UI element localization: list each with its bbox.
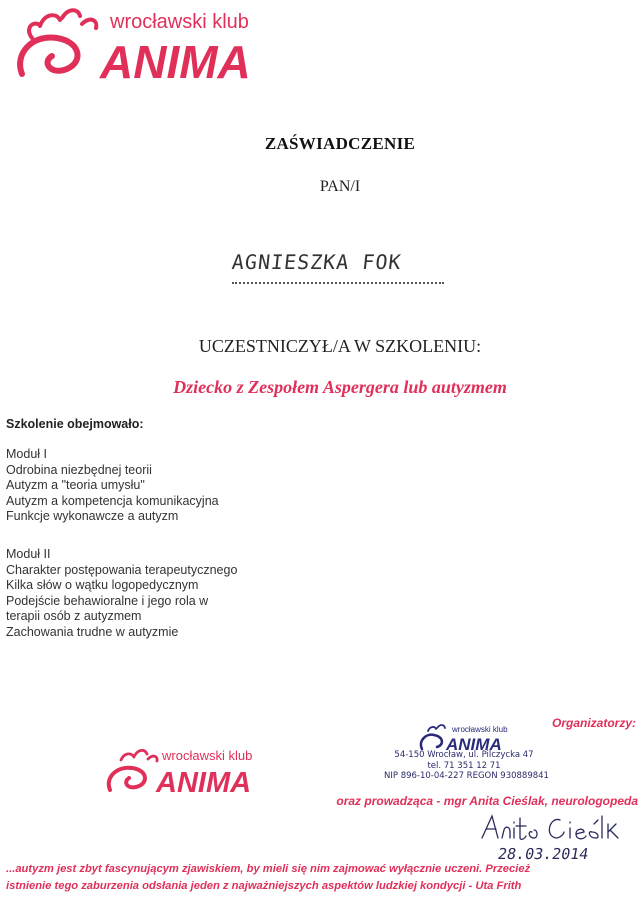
course-title: Dziecko z Zespołem Aspergera lub autyzmem bbox=[173, 377, 507, 397]
module-item: Autyzm a kompetencja komunikacyjna bbox=[6, 493, 219, 508]
participation-statement: UCZESTNICZYŁ/A W SZKOLENIU: bbox=[198, 336, 482, 356]
quote-line-2: istnienie tego zaburzenia odsłania jeden z najważniejszych aspektów ludzkiej kondycji - Uta Frith bbox=[6, 880, 522, 892]
module-item: Odrobina niezbędnej teorii bbox=[6, 462, 152, 477]
swirl-icon bbox=[109, 750, 157, 790]
stamp-address: 54-150 Wrocław, ul. Pilczycka 47 bbox=[394, 750, 534, 760]
logo-club-text: wrocławski klub bbox=[110, 11, 249, 33]
module-item: Zachowania trudne w autyzmie bbox=[6, 624, 179, 639]
module-item: Kilka słów o wątku logopedycznym bbox=[6, 578, 199, 593]
lead-trainer-text: oraz prowadząca - mgr Anita Cieślak, neurologopeda bbox=[336, 794, 638, 808]
anima-logo-bottom bbox=[104, 746, 254, 798]
module-item: Podejście behawioralne i jego rola w bbox=[6, 593, 209, 608]
module-2 bbox=[6, 547, 237, 641]
quote-line-1: ...autyzm jest zbyt fascynującym zjawiskiem, by mieli się nim zajmować wyłącznie uczeni. Przecież bbox=[6, 863, 531, 875]
module-title: Moduł II bbox=[6, 547, 51, 561]
participant-name-field bbox=[232, 250, 452, 290]
participant-name: AGNIESZKA FOK bbox=[230, 250, 403, 274]
anima-stamp-logo bbox=[418, 723, 508, 753]
certificate-title: ZAŚWIADCZENIE bbox=[264, 134, 416, 153]
program-heading: Szkolenie obejmowało: bbox=[6, 417, 144, 431]
organizers-label: Organizatorzy: bbox=[551, 716, 636, 730]
module-item: Autyzm a "teoria umysłu" bbox=[6, 478, 145, 493]
swirl-icon bbox=[421, 725, 445, 749]
logo-brand-text: ANIMA bbox=[100, 36, 251, 88]
logo-club-text: wrocławski klub bbox=[162, 748, 253, 763]
module-1 bbox=[6, 447, 219, 525]
addressee-label: PAN/I bbox=[319, 178, 361, 195]
logo-brand-text: ANIMA bbox=[156, 767, 252, 798]
uta-frith-quote bbox=[6, 861, 642, 895]
stamp-address-block bbox=[384, 750, 549, 782]
swirl-icon bbox=[20, 10, 96, 74]
module-title: Moduł I bbox=[6, 447, 47, 461]
module-item: Funkcje wykonawcze a autyzm bbox=[6, 509, 179, 524]
name-underline bbox=[232, 282, 444, 284]
stamp-club-text: wrocławski klub bbox=[452, 725, 508, 734]
anima-logo-top bbox=[12, 4, 252, 88]
stamp-phone: tel. 71 351 12 71 bbox=[427, 760, 501, 771]
module-item: Charakter postępowania terapeutycznego bbox=[6, 562, 238, 577]
stamp-ids: NIP 896-10-04-227 REGON 930889841 bbox=[384, 771, 549, 781]
signature-date: 28.03.2014 bbox=[496, 845, 590, 863]
stamp-brand-text: ANIMA bbox=[446, 735, 502, 753]
module-item: terapii osób z autyzmem bbox=[6, 609, 142, 624]
